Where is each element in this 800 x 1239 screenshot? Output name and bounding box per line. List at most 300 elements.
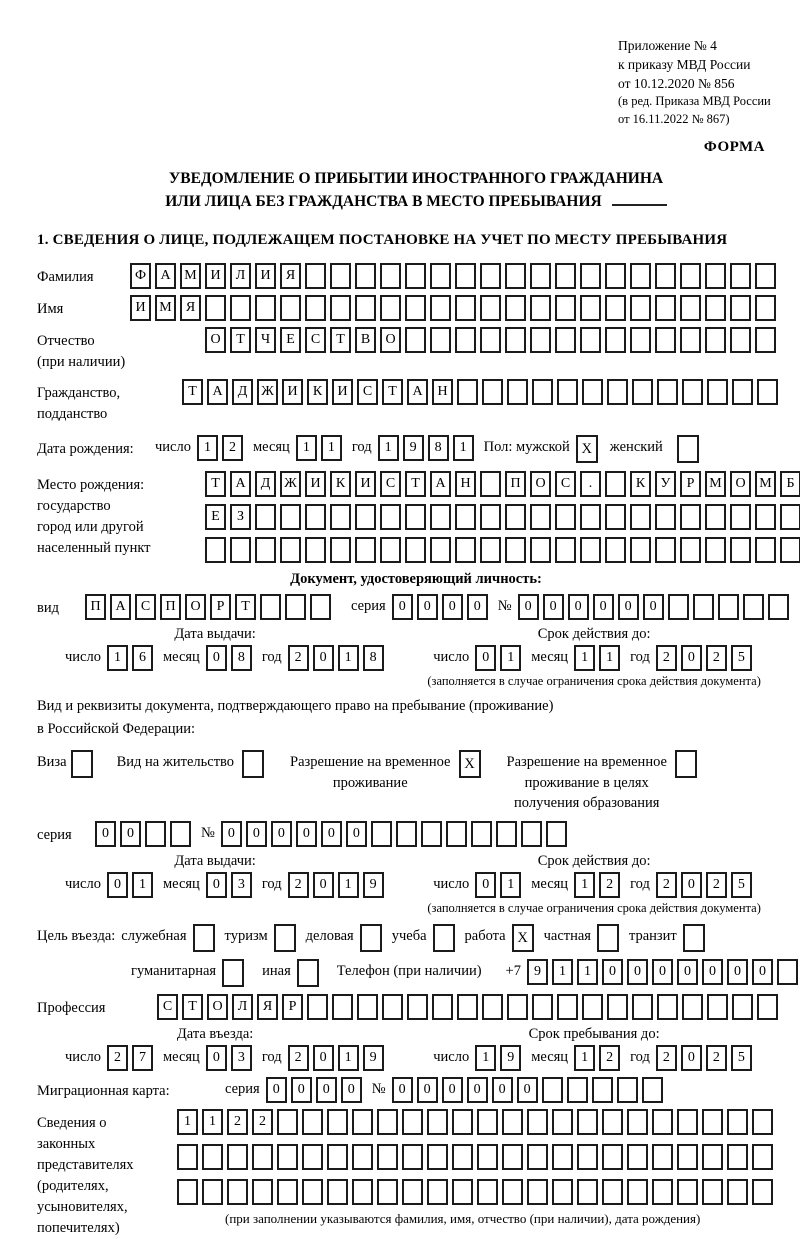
char-box[interactable]	[580, 295, 601, 321]
char-box[interactable]	[642, 1077, 663, 1103]
char-box[interactable]	[577, 1144, 598, 1170]
char-box[interactable]: И	[255, 263, 276, 289]
char-box[interactable]: 0	[677, 959, 698, 985]
char-box[interactable]: Л	[230, 263, 251, 289]
char-box[interactable]	[482, 994, 503, 1020]
char-box[interactable]	[521, 821, 542, 847]
char-box[interactable]: 2	[706, 645, 727, 671]
purpose-humanitarian-checkbox[interactable]	[222, 959, 244, 987]
char-box[interactable]: О	[185, 594, 206, 620]
char-box[interactable]	[580, 537, 601, 563]
char-box[interactable]: 1	[296, 435, 317, 461]
char-box[interactable]	[480, 471, 501, 497]
char-box[interactable]: И	[205, 263, 226, 289]
char-box[interactable]: М	[155, 295, 176, 321]
char-box[interactable]: Б	[780, 471, 800, 497]
char-box[interactable]: 1	[338, 872, 359, 898]
char-box[interactable]	[677, 1144, 698, 1170]
char-box[interactable]	[532, 994, 553, 1020]
char-box[interactable]: 2	[227, 1109, 248, 1135]
char-box[interactable]	[580, 263, 601, 289]
char-box[interactable]	[352, 1109, 373, 1135]
char-box[interactable]: П	[160, 594, 181, 620]
char-box[interactable]	[655, 537, 676, 563]
char-box[interactable]	[577, 1109, 598, 1135]
char-box[interactable]: 0	[266, 1077, 287, 1103]
char-box[interactable]	[780, 504, 800, 530]
char-box[interactable]: М	[180, 263, 201, 289]
char-box[interactable]: 1	[574, 645, 595, 671]
char-box[interactable]	[177, 1144, 198, 1170]
char-box[interactable]: Я	[257, 994, 278, 1020]
char-box[interactable]	[730, 295, 751, 321]
char-box[interactable]	[480, 295, 501, 321]
char-box[interactable]	[307, 994, 328, 1020]
purpose-tourism-checkbox[interactable]	[274, 924, 296, 952]
char-box[interactable]: Т	[182, 994, 203, 1020]
char-box[interactable]	[705, 263, 726, 289]
char-box[interactable]	[302, 1144, 323, 1170]
char-box[interactable]: 0	[602, 959, 623, 985]
char-box[interactable]: Я	[280, 263, 301, 289]
char-box[interactable]	[402, 1109, 423, 1135]
char-box[interactable]	[277, 1109, 298, 1135]
char-box[interactable]	[602, 1109, 623, 1135]
char-box[interactable]: 0	[681, 872, 702, 898]
char-box[interactable]: 1	[321, 435, 342, 461]
char-box[interactable]	[332, 994, 353, 1020]
char-box[interactable]	[227, 1144, 248, 1170]
char-box[interactable]	[668, 594, 689, 620]
char-box[interactable]	[757, 379, 778, 405]
char-box[interactable]: 1	[132, 872, 153, 898]
char-box[interactable]: Т	[230, 327, 251, 353]
char-box[interactable]: П	[85, 594, 106, 620]
char-box[interactable]	[552, 1179, 573, 1205]
char-box[interactable]	[677, 1179, 698, 1205]
char-box[interactable]	[730, 327, 751, 353]
char-box[interactable]: А	[407, 379, 428, 405]
char-box[interactable]: 0	[475, 645, 496, 671]
char-box[interactable]: 0	[392, 1077, 413, 1103]
purpose-work-checkbox[interactable]: X	[512, 924, 534, 952]
char-box[interactable]	[752, 1179, 773, 1205]
char-box[interactable]	[446, 821, 467, 847]
char-box[interactable]	[702, 1144, 723, 1170]
char-box[interactable]: 0	[95, 821, 116, 847]
char-box[interactable]: 0	[296, 821, 317, 847]
char-box[interactable]	[777, 959, 798, 985]
char-box[interactable]	[755, 295, 776, 321]
char-box[interactable]	[602, 1179, 623, 1205]
char-box[interactable]	[680, 327, 701, 353]
char-box[interactable]: 0	[341, 1077, 362, 1103]
char-box[interactable]	[280, 504, 301, 530]
char-box[interactable]: 0	[313, 645, 334, 671]
char-box[interactable]	[707, 379, 728, 405]
char-box[interactable]	[230, 537, 251, 563]
char-box[interactable]: И	[355, 471, 376, 497]
char-box[interactable]	[507, 379, 528, 405]
char-box[interactable]: 6	[132, 645, 153, 671]
char-box[interactable]	[580, 327, 601, 353]
char-box[interactable]	[680, 295, 701, 321]
char-box[interactable]: 0	[467, 1077, 488, 1103]
char-box[interactable]: 0	[107, 872, 128, 898]
char-box[interactable]: 0	[752, 959, 773, 985]
char-box[interactable]	[402, 1179, 423, 1205]
char-box[interactable]: П	[505, 471, 526, 497]
char-box[interactable]	[755, 504, 776, 530]
char-box[interactable]: 1	[378, 435, 399, 461]
char-box[interactable]	[280, 295, 301, 321]
char-box[interactable]	[277, 1144, 298, 1170]
char-box[interactable]	[302, 1179, 323, 1205]
char-box[interactable]	[727, 1144, 748, 1170]
char-box[interactable]	[705, 295, 726, 321]
char-box[interactable]	[330, 537, 351, 563]
char-box[interactable]	[652, 1109, 673, 1135]
char-box[interactable]	[355, 504, 376, 530]
char-box[interactable]: 2	[706, 1045, 727, 1071]
char-box[interactable]: 0	[206, 872, 227, 898]
char-box[interactable]	[430, 295, 451, 321]
char-box[interactable]	[355, 263, 376, 289]
char-box[interactable]: 2	[222, 435, 243, 461]
char-box[interactable]: 8	[231, 645, 252, 671]
char-box[interactable]: 0	[316, 1077, 337, 1103]
char-box[interactable]: 0	[467, 594, 488, 620]
char-box[interactable]	[727, 1109, 748, 1135]
char-box[interactable]: 0	[492, 1077, 513, 1103]
char-box[interactable]	[452, 1144, 473, 1170]
char-box[interactable]	[330, 295, 351, 321]
char-box[interactable]	[743, 594, 764, 620]
char-box[interactable]	[630, 537, 651, 563]
char-box[interactable]	[205, 537, 226, 563]
char-box[interactable]: 9	[403, 435, 424, 461]
char-box[interactable]	[605, 295, 626, 321]
char-box[interactable]	[421, 821, 442, 847]
char-box[interactable]: 2	[107, 1045, 128, 1071]
char-box[interactable]: 0	[442, 1077, 463, 1103]
char-box[interactable]	[682, 994, 703, 1020]
char-box[interactable]	[455, 504, 476, 530]
char-box[interactable]	[627, 1109, 648, 1135]
char-box[interactable]: 0	[627, 959, 648, 985]
char-box[interactable]: Ф	[130, 263, 151, 289]
char-box[interactable]	[752, 1144, 773, 1170]
char-box[interactable]: Ч	[255, 327, 276, 353]
char-box[interactable]	[377, 1179, 398, 1205]
purpose-business-checkbox[interactable]	[360, 924, 382, 952]
char-box[interactable]: 5	[731, 872, 752, 898]
char-box[interactable]: И	[332, 379, 353, 405]
purpose-private-checkbox[interactable]	[597, 924, 619, 952]
char-box[interactable]	[480, 263, 501, 289]
char-box[interactable]: С	[305, 327, 326, 353]
char-box[interactable]: 0	[475, 872, 496, 898]
char-box[interactable]: 2	[656, 645, 677, 671]
char-box[interactable]	[705, 327, 726, 353]
char-box[interactable]: 1	[552, 959, 573, 985]
char-box[interactable]	[310, 594, 331, 620]
char-box[interactable]: Т	[205, 471, 226, 497]
char-box[interactable]	[655, 295, 676, 321]
char-box[interactable]	[730, 263, 751, 289]
char-box[interactable]: С	[380, 471, 401, 497]
char-box[interactable]	[380, 295, 401, 321]
char-box[interactable]	[582, 379, 603, 405]
char-box[interactable]: А	[230, 471, 251, 497]
char-box[interactable]: 1	[338, 1045, 359, 1071]
char-box[interactable]	[577, 1179, 598, 1205]
char-box[interactable]	[255, 295, 276, 321]
gender-female-checkbox[interactable]	[677, 435, 699, 463]
char-box[interactable]: 1	[475, 1045, 496, 1071]
char-box[interactable]	[482, 379, 503, 405]
char-box[interactable]	[580, 504, 601, 530]
char-box[interactable]	[730, 504, 751, 530]
char-box[interactable]	[627, 1179, 648, 1205]
char-box[interactable]	[555, 504, 576, 530]
char-box[interactable]	[505, 537, 526, 563]
char-box[interactable]	[330, 504, 351, 530]
purpose-other-checkbox[interactable]	[297, 959, 319, 987]
char-box[interactable]	[527, 1109, 548, 1135]
char-box[interactable]	[655, 504, 676, 530]
char-box[interactable]	[632, 994, 653, 1020]
char-box[interactable]: 0	[702, 959, 723, 985]
char-box[interactable]	[657, 994, 678, 1020]
char-box[interactable]	[752, 1109, 773, 1135]
char-box[interactable]: Н	[432, 379, 453, 405]
residence-permit-checkbox[interactable]	[242, 750, 264, 778]
char-box[interactable]: 0	[518, 594, 539, 620]
char-box[interactable]: А	[110, 594, 131, 620]
char-box[interactable]	[330, 263, 351, 289]
char-box[interactable]	[305, 504, 326, 530]
char-box[interactable]	[380, 263, 401, 289]
char-box[interactable]: Е	[280, 327, 301, 353]
char-box[interactable]: 1	[500, 872, 521, 898]
char-box[interactable]	[205, 295, 226, 321]
char-box[interactable]	[352, 1179, 373, 1205]
char-box[interactable]	[655, 327, 676, 353]
char-box[interactable]: 2	[599, 1045, 620, 1071]
char-box[interactable]	[567, 1077, 588, 1103]
char-box[interactable]	[455, 263, 476, 289]
char-box[interactable]	[682, 379, 703, 405]
char-box[interactable]	[630, 504, 651, 530]
char-box[interactable]	[732, 379, 753, 405]
char-box[interactable]: З	[230, 504, 251, 530]
char-box[interactable]: Т	[235, 594, 256, 620]
char-box[interactable]: 2	[288, 645, 309, 671]
char-box[interactable]: 1	[574, 1045, 595, 1071]
char-box[interactable]: М	[755, 471, 776, 497]
char-box[interactable]: К	[630, 471, 651, 497]
gender-male-checkbox[interactable]: X	[576, 435, 598, 463]
char-box[interactable]: А	[430, 471, 451, 497]
char-box[interactable]: 2	[288, 1045, 309, 1071]
char-box[interactable]	[527, 1179, 548, 1205]
char-box[interactable]	[602, 1144, 623, 1170]
char-box[interactable]	[202, 1144, 223, 1170]
char-box[interactable]	[680, 263, 701, 289]
char-box[interactable]	[355, 537, 376, 563]
char-box[interactable]	[555, 263, 576, 289]
char-box[interactable]: В	[355, 327, 376, 353]
char-box[interactable]: Ж	[257, 379, 278, 405]
char-box[interactable]: 3	[231, 872, 252, 898]
char-box[interactable]: Ж	[280, 471, 301, 497]
char-box[interactable]	[430, 504, 451, 530]
char-box[interactable]	[557, 994, 578, 1020]
char-box[interactable]: М	[705, 471, 726, 497]
char-box[interactable]	[252, 1179, 273, 1205]
char-box[interactable]	[305, 263, 326, 289]
char-box[interactable]: 0	[271, 821, 292, 847]
char-box[interactable]: 0	[417, 594, 438, 620]
char-box[interactable]	[327, 1179, 348, 1205]
char-box[interactable]	[607, 379, 628, 405]
char-box[interactable]	[605, 263, 626, 289]
char-box[interactable]	[607, 994, 628, 1020]
char-box[interactable]	[652, 1144, 673, 1170]
char-box[interactable]	[480, 327, 501, 353]
char-box[interactable]: Д	[232, 379, 253, 405]
char-box[interactable]	[755, 327, 776, 353]
char-box[interactable]: 0	[321, 821, 342, 847]
char-box[interactable]: 9	[363, 1045, 384, 1071]
char-box[interactable]	[502, 1109, 523, 1135]
char-box[interactable]	[305, 537, 326, 563]
char-box[interactable]	[605, 504, 626, 530]
char-box[interactable]: 0	[543, 594, 564, 620]
char-box[interactable]	[402, 1144, 423, 1170]
char-box[interactable]	[457, 994, 478, 1020]
char-box[interactable]	[380, 504, 401, 530]
char-box[interactable]	[530, 263, 551, 289]
char-box[interactable]: Я	[180, 295, 201, 321]
char-box[interactable]	[477, 1109, 498, 1135]
char-box[interactable]	[471, 821, 492, 847]
char-box[interactable]: 5	[731, 645, 752, 671]
char-box[interactable]: 0	[246, 821, 267, 847]
char-box[interactable]: 0	[313, 1045, 334, 1071]
char-box[interactable]: Т	[405, 471, 426, 497]
char-box[interactable]	[227, 1179, 248, 1205]
char-box[interactable]	[617, 1077, 638, 1103]
char-box[interactable]	[630, 327, 651, 353]
char-box[interactable]	[507, 994, 528, 1020]
char-box[interactable]	[355, 295, 376, 321]
char-box[interactable]	[732, 994, 753, 1020]
char-box[interactable]: К	[330, 471, 351, 497]
char-box[interactable]	[780, 537, 800, 563]
char-box[interactable]	[305, 295, 326, 321]
char-box[interactable]: 0	[291, 1077, 312, 1103]
char-box[interactable]	[405, 537, 426, 563]
char-box[interactable]	[480, 537, 501, 563]
char-box[interactable]	[505, 295, 526, 321]
char-box[interactable]	[502, 1179, 523, 1205]
char-box[interactable]: 0	[221, 821, 242, 847]
char-box[interactable]	[677, 1109, 698, 1135]
char-box[interactable]: 0	[618, 594, 639, 620]
char-box[interactable]	[377, 1109, 398, 1135]
char-box[interactable]	[502, 1144, 523, 1170]
char-box[interactable]: 0	[681, 1045, 702, 1071]
char-box[interactable]	[477, 1179, 498, 1205]
char-box[interactable]: 1	[177, 1109, 198, 1135]
char-box[interactable]	[632, 379, 653, 405]
char-box[interactable]: И	[282, 379, 303, 405]
char-box[interactable]	[457, 379, 478, 405]
char-box[interactable]	[757, 994, 778, 1020]
char-box[interactable]	[530, 295, 551, 321]
purpose-official-checkbox[interactable]	[193, 924, 215, 952]
char-box[interactable]	[177, 1179, 198, 1205]
char-box[interactable]	[382, 994, 403, 1020]
char-box[interactable]: Е	[205, 504, 226, 530]
char-box[interactable]	[145, 821, 166, 847]
char-box[interactable]	[655, 263, 676, 289]
char-box[interactable]	[371, 821, 392, 847]
char-box[interactable]	[555, 295, 576, 321]
char-box[interactable]: 0	[593, 594, 614, 620]
char-box[interactable]	[532, 379, 553, 405]
char-box[interactable]: О	[530, 471, 551, 497]
char-box[interactable]	[405, 263, 426, 289]
char-box[interactable]	[396, 821, 417, 847]
char-box[interactable]	[252, 1144, 273, 1170]
char-box[interactable]: 2	[599, 872, 620, 898]
char-box[interactable]: А	[155, 263, 176, 289]
char-box[interactable]	[505, 327, 526, 353]
char-box[interactable]: О	[205, 327, 226, 353]
char-box[interactable]	[407, 994, 428, 1020]
char-box[interactable]: Л	[232, 994, 253, 1020]
char-box[interactable]	[352, 1144, 373, 1170]
char-box[interactable]: 8	[363, 645, 384, 671]
char-box[interactable]: 0	[206, 1045, 227, 1071]
char-box[interactable]: 0	[727, 959, 748, 985]
char-box[interactable]: 2	[288, 872, 309, 898]
char-box[interactable]	[255, 537, 276, 563]
char-box[interactable]	[605, 537, 626, 563]
char-box[interactable]	[505, 263, 526, 289]
char-box[interactable]: 0	[643, 594, 664, 620]
char-box[interactable]	[630, 295, 651, 321]
char-box[interactable]	[452, 1109, 473, 1135]
char-box[interactable]: Р	[210, 594, 231, 620]
char-box[interactable]	[527, 1144, 548, 1170]
char-box[interactable]	[530, 537, 551, 563]
char-box[interactable]	[680, 504, 701, 530]
char-box[interactable]	[430, 537, 451, 563]
char-box[interactable]	[693, 594, 714, 620]
char-box[interactable]: 0	[442, 594, 463, 620]
char-box[interactable]	[705, 537, 726, 563]
char-box[interactable]: 7	[132, 1045, 153, 1071]
char-box[interactable]: И	[305, 471, 326, 497]
char-box[interactable]: Р	[282, 994, 303, 1020]
char-box[interactable]	[555, 327, 576, 353]
char-box[interactable]	[455, 295, 476, 321]
char-box[interactable]	[707, 994, 728, 1020]
